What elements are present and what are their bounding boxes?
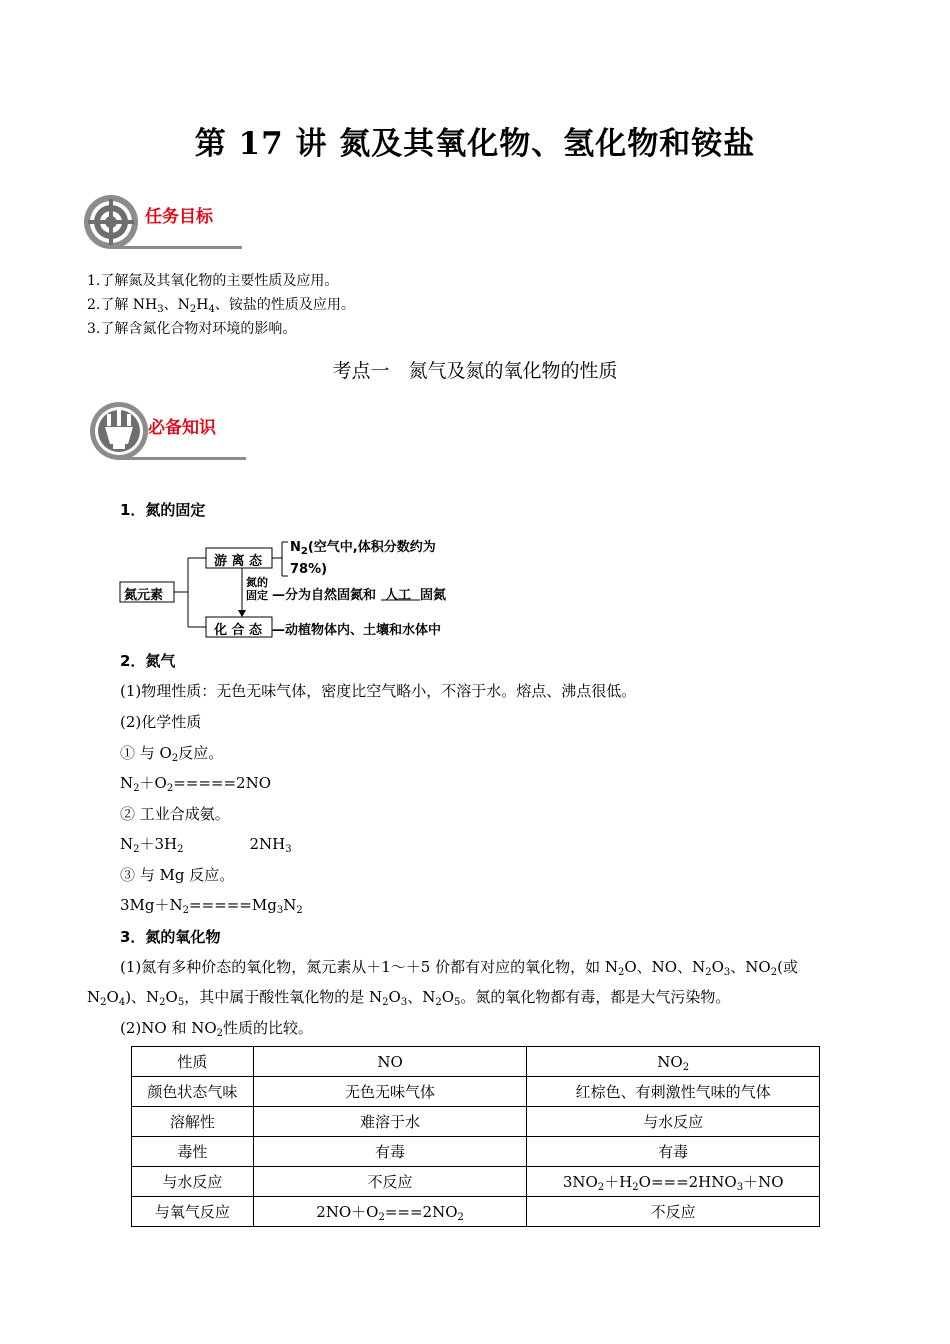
table-cell: 红棕色、有刺激性气味的气体 [527, 1077, 820, 1107]
table-row [132, 1077, 820, 1107]
table-cell: 溶解性 [132, 1107, 254, 1137]
diagram-combined-state: 化 合 态 [214, 623, 263, 638]
s2-equation-1: $N_2+O_2=====2NO$ [120, 774, 271, 794]
table-cell: 与水反应 [132, 1167, 254, 1197]
table-cell: 毒性 [132, 1137, 254, 1167]
table-header-cell: NO [253, 1047, 527, 1077]
nitrogen-fixation-diagram [118, 532, 478, 642]
diagram-free-state: 游 离 态 [214, 554, 263, 569]
diagram-n2-note-2: 78%) [290, 562, 328, 577]
table-cell: 与水反应 [527, 1107, 820, 1137]
s2-reaction-2: ② 工业合成氨。 [120, 805, 230, 823]
table-cell: 有毒 [253, 1137, 527, 1167]
s3-paragraph-1: (1)氮有多种价态的氧化物，氮元素从＋1～＋5 价都有对应的氧化物，如 $N_2O$、NO、$N_2O_3$、$NO_2$(或 [120, 958, 798, 978]
table-cell: $2NO+O_2===2NO_2$ [253, 1197, 527, 1227]
task-goal-label: 任务目标 [145, 207, 213, 227]
table-header-cell: 性质 [132, 1047, 254, 1077]
section-title: 考点一 氮气及氮的氧化物的性质 [332, 360, 618, 382]
lamp-icon [88, 400, 150, 462]
goal-1: 1.了解氮及其氧化物的主要性质及应用。 [87, 273, 339, 289]
s3-paragraph-1-cont: $N_2O_4$)、$N_2O_5$，其中属于酸性氧化物的是 $N_2O_3$、$N_2O_5$。氮的氧化物都有毒，都是大气污染物。 [87, 988, 731, 1008]
table-cell: 难溶于水 [253, 1107, 527, 1137]
table-row [132, 1107, 820, 1137]
diagram-fix-label: 氮的 固定 [246, 576, 268, 602]
s2-physical: (1)物理性质：无色无味气体，密度比空气略小，不溶于水。熔点、沸点很低。 [120, 682, 637, 700]
table-cell: 与氧气反应 [132, 1197, 254, 1227]
table-cell: 颜色状态气味 [132, 1077, 254, 1107]
diagram-root: 氮元素 [124, 588, 164, 603]
diagram-combined-text: —动植物体内、土壤和水体中 [272, 623, 442, 638]
s3-heading: 3．氮的氧化物 [120, 928, 221, 946]
table-cell: 不反应 [527, 1197, 820, 1227]
s2-chemical: (2)化学性质 [120, 713, 202, 731]
table-row [132, 1167, 820, 1197]
table-cell: 无色无味气体 [253, 1077, 527, 1107]
table-row [132, 1137, 820, 1167]
page-title: 第 17 讲 氮及其氧化物、氢化物和铵盐 [194, 126, 756, 162]
table-cell: 有毒 [527, 1137, 820, 1167]
table-header-cell: $NO_2$ [527, 1047, 820, 1077]
diagram-n2-note: $N_2$(空气中,体积分数约为 [290, 540, 436, 557]
s1-heading: 1．氮的固定 [120, 501, 206, 519]
table-row [132, 1047, 820, 1077]
table-cell: 不反应 [253, 1167, 527, 1197]
diagram-fix-text: —分为自然固氮和 人工 固氮 [272, 588, 447, 603]
goal-2: 2.了解 $NH_3$、$N_2H_4$、铵盐的性质及应用。 [87, 297, 355, 315]
table-row [132, 1197, 820, 1227]
target-icon [82, 193, 144, 253]
s3-paragraph-2: (2)NO 和 $NO_2$性质的比较。 [120, 1019, 314, 1039]
table-cell: $3NO_2+H_2O===2HNO_3+NO$ [527, 1167, 820, 1197]
goal-3: 3.了解含氮化合物对环境的影响。 [87, 321, 297, 337]
knowledge-label: 必备知识 [148, 418, 216, 438]
s2-reaction-3: ③ 与 Mg 反应。 [120, 866, 235, 884]
s2-reaction-1: ① 与 $O_2$反应。 [120, 744, 224, 764]
s2-heading: 2．氮气 [120, 652, 176, 670]
no-no2-comparison-table [131, 1046, 820, 1227]
s2-equation-3: $3Mg+N_2=====Mg_3N_2$ [120, 896, 303, 916]
s2-equation-2: $N_2+3H_2$ $2NH_3$ [120, 835, 292, 855]
